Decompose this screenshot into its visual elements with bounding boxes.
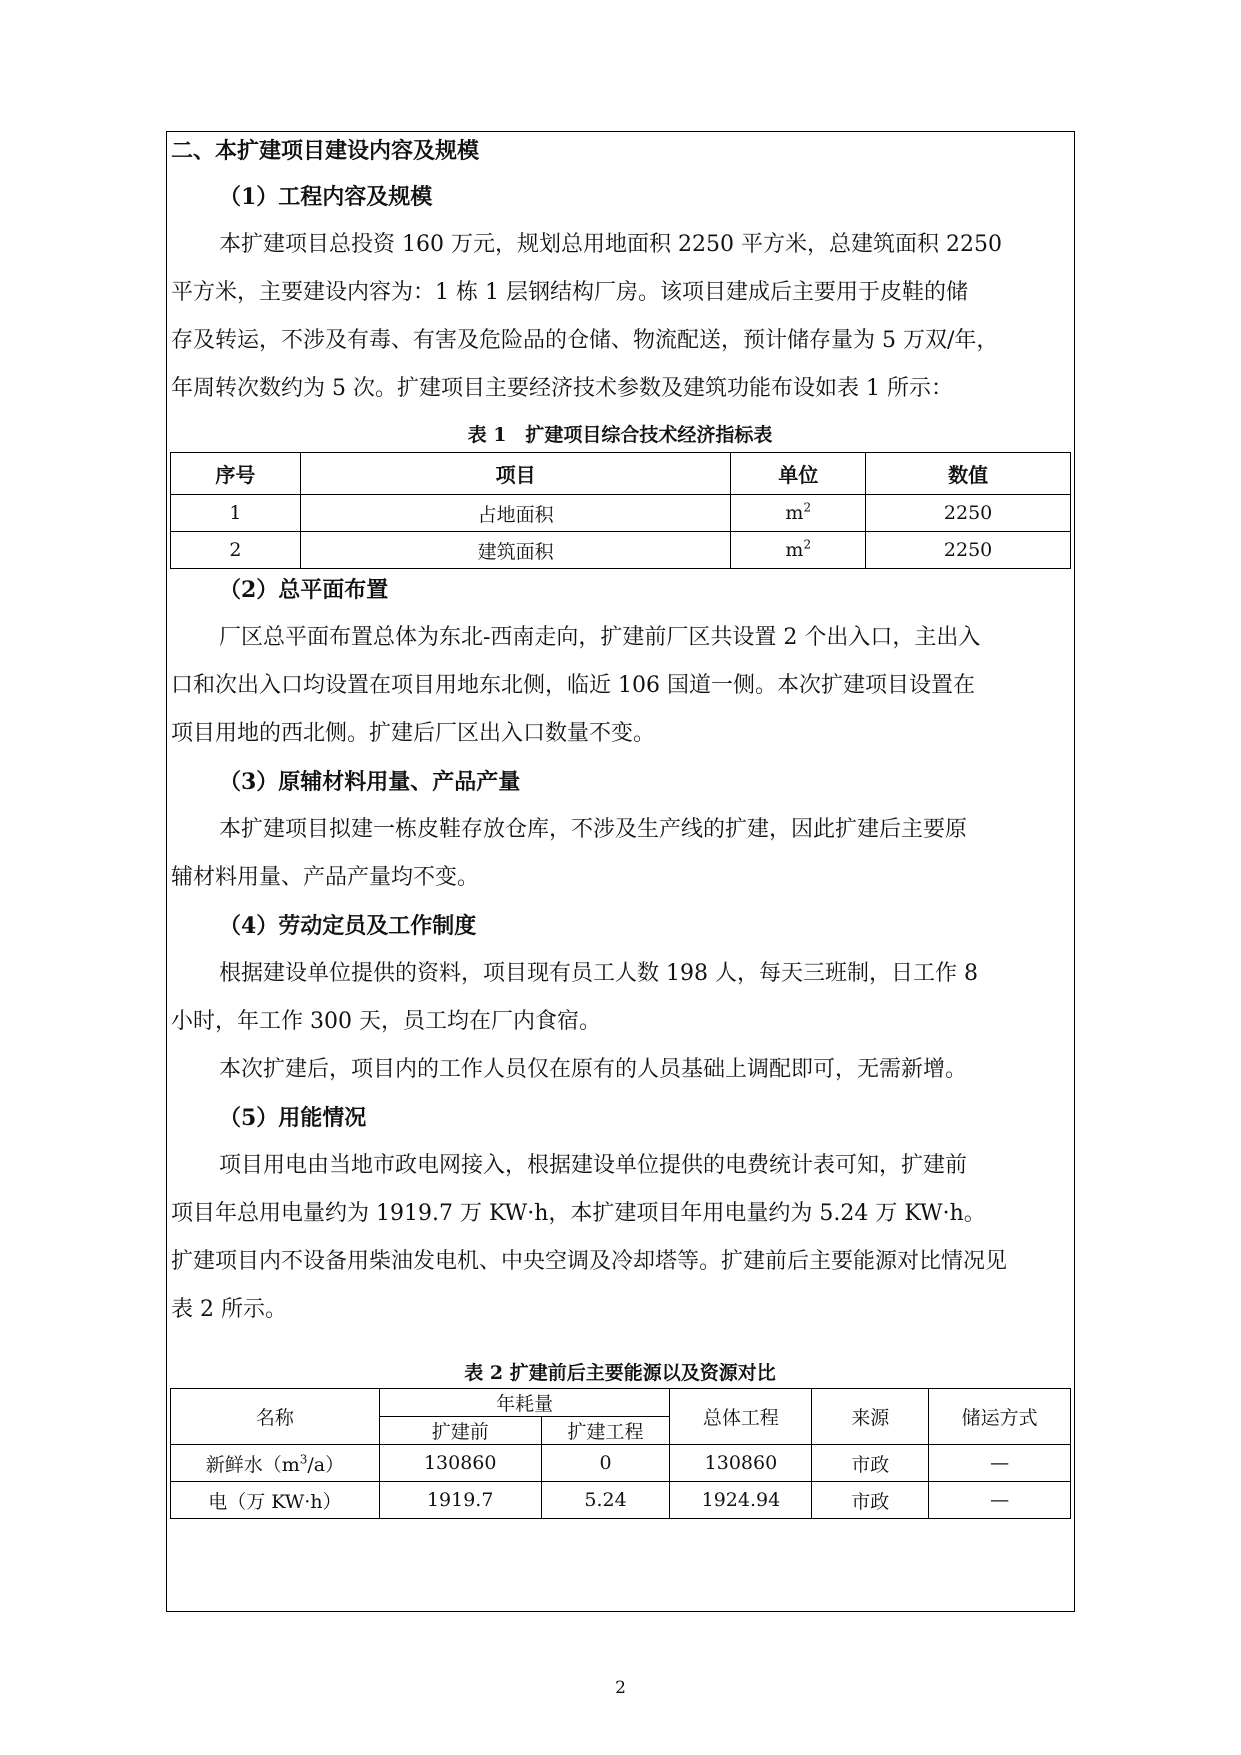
table1-caption: 表 1 扩建项目综合技术经济指标表 <box>467 424 773 446</box>
s5-line-0: 项目用电由当地市政电网接入，根据建设单位提供的电费统计表可知，扩建前 <box>219 1153 968 1178</box>
table-row <box>171 532 1071 569</box>
table-row <box>171 1445 1071 1482</box>
table1 <box>170 452 1071 569</box>
table-cell: 5.24 <box>541 1482 670 1519</box>
s4-line-1: 小时，年工作 300 天，员工均在厂内食宿。 <box>171 1009 601 1034</box>
s2-line-0: 厂区总平面布置总体为东北-西南走向，扩建前厂区共设置 2 个出入口，主出入 <box>219 625 981 650</box>
table2-header: 扩建前 <box>379 1417 541 1445</box>
table-cell: $m^2$ <box>731 532 866 569</box>
s1-line-2: 存及转运，不涉及有毒、有害及危险品的仓储、物流配送，预计储存量为 5 万双/年， <box>171 328 999 353</box>
s3-heading: （3）原辅材料用量、产品产量 <box>219 769 521 795</box>
table1-header-row <box>171 453 1071 495</box>
table-cell: 占地面积 <box>300 495 730 532</box>
table1-header: 序号 <box>171 453 301 495</box>
s5-line-1: 项目年总用电量约为 1919.7 万 KW·h，本扩建项目年用电量约为 5.24 万 KW·h。 <box>171 1201 986 1226</box>
section-heading: 二、本扩建项目建设内容及规模 <box>171 138 480 164</box>
table1-header: 单位 <box>731 453 866 495</box>
table-cell: 1924.94 <box>670 1482 812 1519</box>
table2-header-row <box>171 1389 1071 1417</box>
s3-line-0: 本扩建项目拟建一栋皮鞋存放仓库，不涉及生产线的扩建，因此扩建后主要原 <box>219 817 968 842</box>
table2-header: 扩建工程 <box>541 1417 670 1445</box>
table-cell: 电（万 KW·h） <box>171 1482 380 1519</box>
s5-line-3: 表 2 所示。 <box>171 1297 287 1322</box>
table2-header: 储运方式 <box>929 1389 1071 1445</box>
table-cell: — <box>929 1445 1071 1482</box>
table2-header: 来源 <box>812 1389 929 1445</box>
s3-line-1: 辅材料用量、产品产量均不变。 <box>171 865 480 890</box>
table1-header: 数值 <box>866 453 1071 495</box>
table-cell: — <box>929 1482 1071 1519</box>
s4-line-0: 根据建设单位提供的资料，项目现有员工人数 198 人，每天三班制，日工作 8 <box>219 961 978 986</box>
table-cell: 市政 <box>812 1445 929 1482</box>
table-cell: 2 <box>171 532 301 569</box>
table-cell: 1 <box>171 495 301 532</box>
table-row <box>171 495 1071 532</box>
table-cell: 130860 <box>670 1445 812 1482</box>
s2-line-2: 项目用地的西北侧。扩建后厂区出入口数量不变。 <box>171 721 656 746</box>
s4-heading: （4）劳动定员及工作制度 <box>219 913 477 939</box>
s5-heading: （5）用能情况 <box>219 1105 367 1131</box>
table-cell: 0 <box>541 1445 670 1482</box>
table2-header: 总体工程 <box>670 1389 812 1445</box>
table-cell: 建筑面积 <box>300 532 730 569</box>
table-cell: 2250 <box>866 495 1071 532</box>
table-cell: 2250 <box>866 532 1071 569</box>
content-frame <box>166 131 1075 1612</box>
s4-line-2: 本次扩建后，项目内的工作人员仅在原有的人员基础上调配即可，无需新增。 <box>219 1057 968 1082</box>
table2-header: 年耗量 <box>379 1389 670 1417</box>
s2-heading: （2）总平面布置 <box>219 577 389 603</box>
table2-header: 名称 <box>171 1389 380 1445</box>
table-row <box>171 1482 1071 1519</box>
s5-line-2: 扩建项目内不设备用柴油发电机、中央空调及冷却塔等。扩建前后主要能源对比情况见 <box>171 1249 1008 1274</box>
table2 <box>170 1388 1071 1519</box>
table1-header: 项目 <box>300 453 730 495</box>
table-cell: 130860 <box>379 1445 541 1482</box>
s1-line-0: 本扩建项目总投资 160 万元，规划总用地面积 2250 平方米，总建筑面积 2250 <box>219 232 1002 257</box>
table-cell: 新鲜水$(m^3/a)$ <box>171 1445 380 1482</box>
page-number: 2 <box>615 1678 626 1698</box>
table-cell: 1919.7 <box>379 1482 541 1519</box>
s1-heading: （1）工程内容及规模 <box>219 184 433 210</box>
s2-line-1: 口和次出入口均设置在项目用地东北侧，临近 106 国道一侧。本次扩建项目设置在 <box>171 673 975 698</box>
table-cell: 市政 <box>812 1482 929 1519</box>
s1-line-3: 年周转次数约为 5 次。扩建项目主要经济技术参数及建筑功能布设如表 1 所示： <box>171 376 953 401</box>
table2-caption: 表 2 扩建前后主要能源以及资源对比 <box>464 1362 776 1384</box>
s1-line-1: 平方米，主要建设内容为：1 栋 1 层钢结构厂房。该项目建成后主要用于皮鞋的储 <box>171 280 968 305</box>
table-cell: $m^2$ <box>731 495 866 532</box>
